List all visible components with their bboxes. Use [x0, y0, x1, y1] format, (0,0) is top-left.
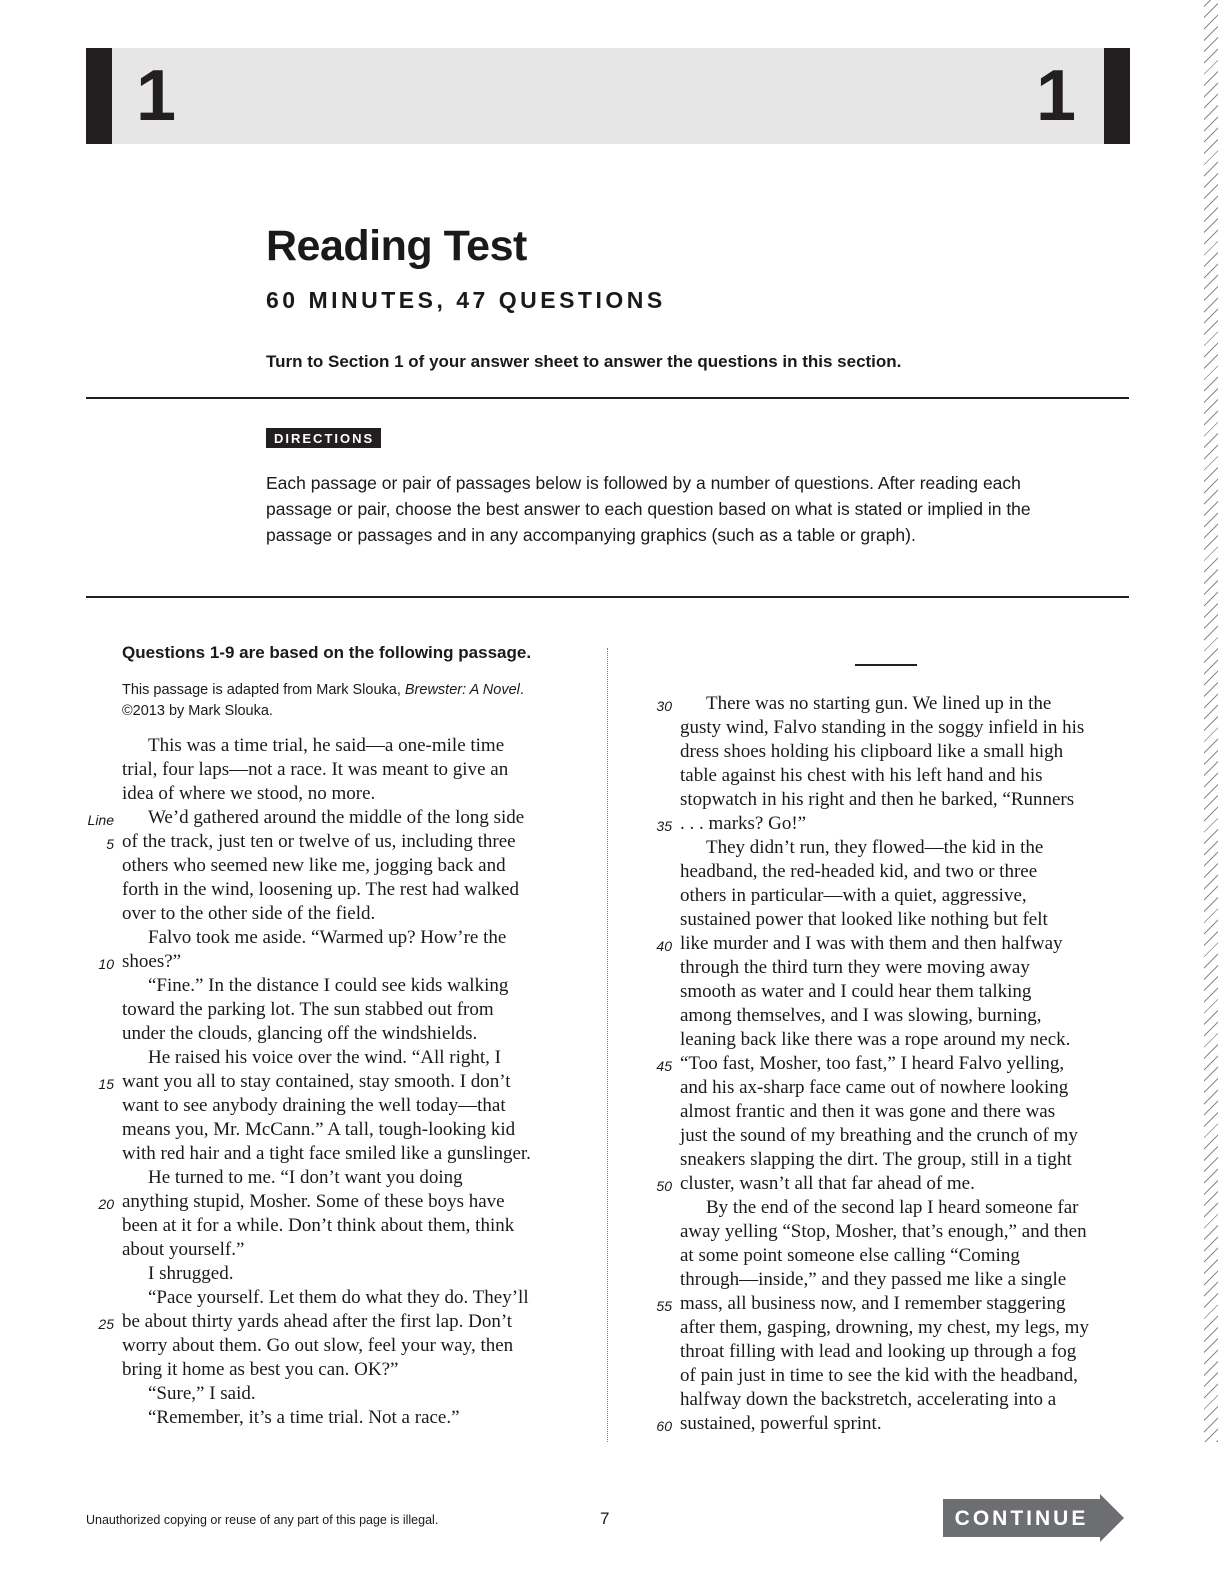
passage-line — [680, 716, 1140, 740]
passage-line — [680, 1220, 1140, 1244]
passage-line-text: others who seemed new like me, jogging back and — [122, 855, 506, 876]
passage-line-text: bring it home as best you can. OK?” — [122, 1359, 399, 1380]
passage-right-column — [656, 692, 1140, 1436]
passage-line-text: forth in the wind, loosening up. The rest had walked — [122, 879, 519, 900]
passage-line-text: stopwatch in his right and then he barked, “Runners — [680, 789, 1075, 810]
section-header-band — [86, 48, 1130, 144]
passage-line — [122, 1406, 592, 1430]
passage-line-text: just the sound of my breathing and the crunch of my — [680, 1125, 1078, 1146]
passage-line-text: anything stupid, Mosher. Some of these boys have — [122, 1191, 505, 1212]
passage-line — [122, 1094, 592, 1118]
passage-line — [656, 812, 1140, 836]
passage-line — [656, 1292, 1140, 1316]
line-number: 40 — [656, 938, 672, 954]
line-number: 5 — [106, 836, 114, 852]
passage-line-text: We’d gathered around the middle of the long side — [148, 807, 525, 828]
passage-line — [656, 1052, 1140, 1076]
passage-line — [680, 1100, 1140, 1124]
passage-line-text: “Too fast, Mosher, too fast,” I heard Falvo yelling, — [680, 1053, 1065, 1074]
passage-line-text: smooth as water and I could hear them talking — [680, 981, 1032, 1002]
passage-line — [122, 782, 592, 806]
copyright-notice: Unauthorized copying or reuse of any part of this page is illegal. — [86, 1513, 439, 1527]
passage-line — [122, 1166, 592, 1190]
passage-line — [122, 878, 592, 902]
passage-line-text: sustained power that looked like nothing but felt — [680, 909, 1048, 930]
passage-line — [656, 692, 1140, 716]
section-number-right: 1 — [1036, 56, 1077, 136]
passage-line-text: with red hair and a tight face smiled like a gunslinger. — [122, 1143, 531, 1164]
passage-line-text: leaning back like there was a rope around my neck. — [680, 1029, 1071, 1050]
passage-line — [98, 1070, 592, 1094]
top-rule — [86, 397, 1129, 399]
line-number: Line — [87, 812, 114, 828]
passage-line-text: toward the parking lot. The sun stabbed out from — [122, 999, 494, 1020]
passage-line — [122, 926, 592, 950]
passage-line-text: cluster, wasn’t all that far ahead of me. — [680, 1173, 975, 1194]
passage-line — [122, 1262, 592, 1286]
passage-left-column — [87, 734, 592, 1430]
passage-line-text: By the end of the second lap I heard someone far — [706, 1197, 1079, 1218]
line-number: 35 — [656, 818, 672, 834]
passage-line — [656, 1172, 1140, 1196]
passage-line — [122, 1358, 592, 1382]
answer-sheet-instruction: Turn to Section 1 of your answer sheet to answer the questions in this section. — [266, 352, 902, 371]
passage-line-text: almost frantic and then it was gone and there was — [680, 1101, 1056, 1122]
passage-line — [122, 1046, 592, 1070]
passage-line-text: away yelling “Stop, Mosher, that’s enough,” and then — [680, 1221, 1087, 1242]
passage-line-text: under the clouds, glancing off the windshields. — [122, 1023, 478, 1044]
passage-line — [680, 1340, 1140, 1364]
passage-line-text: about yourself.” — [122, 1239, 245, 1260]
passage-line-text: idea of where we stood, no more. — [122, 783, 376, 804]
passage-line-text: be about thirty yards ahead after the first lap. Don’t — [122, 1311, 513, 1332]
line-number: 45 — [656, 1058, 672, 1074]
passage-line-text: “Remember, it’s a time trial. Not a race.” — [148, 1407, 460, 1428]
passage-line-text: “Sure,” I said. — [148, 1383, 256, 1404]
line-number: 10 — [98, 956, 114, 972]
passage-line-text: “Fine.” In the distance I could see kids walking — [148, 975, 509, 996]
bottom-rule — [86, 596, 1129, 598]
passage-line-text: through the third turn they were moving away — [680, 957, 1030, 978]
passage-line — [122, 1142, 592, 1166]
section-number-left: 1 — [136, 56, 177, 136]
passage-line-text: “Pace yourself. Let them do what they do. They’ll — [148, 1287, 529, 1308]
passage-line — [656, 932, 1140, 956]
passage-line-text: been at it for a while. Don’t think about them, think — [122, 1215, 515, 1236]
passage-line-text: They didn’t run, they flowed—the kid in the — [706, 837, 1044, 858]
passage-line — [122, 854, 592, 878]
continue-arrow-icon — [1100, 1494, 1124, 1542]
passage-line-text: I shrugged. — [148, 1263, 234, 1284]
questions-header: Questions 1-9 are based on the following passage. — [122, 643, 532, 662]
passage-line-text: means you, Mr. McCann.” A tall, tough-looking kid — [122, 1119, 516, 1140]
column-divider — [607, 648, 608, 1442]
source-copyright: ©2013 by Mark Slouka. — [122, 703, 273, 719]
passage-line — [680, 956, 1140, 980]
passage-line — [680, 860, 1140, 884]
passage-line-text: gusty wind, Falvo standing in the soggy infield in his — [680, 717, 1085, 738]
passage-line — [680, 884, 1140, 908]
passage-line — [680, 908, 1140, 932]
passage-line-text: halfway down the backstretch, accelerating into a — [680, 1389, 1057, 1410]
passage-line-text: trial, four laps—not a race. It was meant to give an — [122, 759, 509, 780]
passage-line — [680, 980, 1140, 1004]
passage-line — [680, 836, 1140, 860]
page-subtitle: 60 MINUTES, 47 QUESTIONS — [266, 287, 666, 313]
passage-line — [680, 1028, 1140, 1052]
source-work-title: Brewster: A Novel — [404, 682, 520, 698]
passage-line — [680, 1316, 1140, 1340]
passage-line — [122, 998, 592, 1022]
passage-line-text: He raised his voice over the wind. “All right, I — [148, 1047, 501, 1068]
passage-line — [87, 806, 592, 830]
passage-line — [680, 1388, 1140, 1412]
passage-line — [98, 950, 592, 974]
passage-line-text: through—inside,” and they passed me like a single — [680, 1269, 1067, 1290]
passage-line-text: He turned to me. “I don’t want you doing — [148, 1167, 463, 1188]
passage-line-text: dress shoes holding his clipboard like a small high — [680, 741, 1064, 762]
passage-line — [680, 1076, 1140, 1100]
passage-line — [122, 1214, 592, 1238]
passage-line — [680, 788, 1140, 812]
passage-line — [680, 1196, 1140, 1220]
passage-line-text: headband, the red-headed kid, and two or three — [680, 861, 1038, 882]
passage-line-text: others in particular—with a quiet, aggressive, — [680, 885, 1027, 906]
line-number: 30 — [656, 698, 672, 714]
passage-line-text: over to the other side of the field. — [122, 903, 376, 924]
passage-line — [122, 974, 592, 998]
directions-text: Each passage or pair of passages below is followed by a number of questions. After reading each passage or pair, choose the best answer to each question based on what is stated or implied in the passage or passages and in any accompanying graphics (such as a table or graph). — [266, 473, 1031, 545]
passage-line — [98, 1310, 592, 1334]
passage-line — [680, 1148, 1140, 1172]
line-number: 15 — [98, 1076, 114, 1092]
source-suffix: . — [519, 682, 524, 698]
passage-line-text: mass, all business now, and I remember staggering — [680, 1293, 1066, 1314]
passage-line-text: like murder and I was with them and then halfway — [680, 933, 1063, 954]
passage-line-text: of pain just in time to see the kid with the headband, — [680, 1365, 1078, 1386]
passage-line-text: at some point someone else calling “Coming — [680, 1245, 1020, 1266]
continue-label: CONTINUE — [943, 1499, 1100, 1537]
passage-line — [122, 758, 592, 782]
line-number: 60 — [656, 1418, 672, 1434]
passage-line — [680, 1268, 1140, 1292]
passage-line — [122, 1382, 592, 1406]
passage-line-text: . . . marks? Go!” — [680, 813, 807, 834]
passage-line — [122, 1022, 592, 1046]
passage-line — [680, 764, 1140, 788]
passage-line — [122, 1118, 592, 1142]
passage-line — [680, 1004, 1140, 1028]
passage-line-text: This was a time trial, he said—a one-mile time — [148, 735, 505, 756]
passage-line — [680, 1364, 1140, 1388]
section-header-right-bar — [1104, 48, 1130, 144]
passage-line-text: throat filling with lead and looking up through a fog — [680, 1341, 1077, 1362]
passage-line-text: Falvo took me aside. “Warmed up? How’re the — [148, 927, 507, 948]
passage-source — [122, 680, 592, 722]
line-number: 50 — [656, 1178, 672, 1194]
passage-line — [122, 902, 592, 926]
passage-line-text: and his ax-sharp face came out of nowhere looking — [680, 1077, 1069, 1098]
directions-badge: DIRECTIONS — [266, 428, 381, 448]
passage-line-text: worry about them. Go out slow, feel your way, then — [122, 1335, 514, 1356]
passage-line-text: There was no starting gun. We lined up in the — [706, 693, 1052, 714]
line-number: 20 — [98, 1196, 114, 1212]
passage-line — [656, 1412, 1140, 1436]
passage-line-text: among themselves, and I was slowing, burning, — [680, 1005, 1042, 1026]
margin-hatch — [1204, 0, 1218, 1442]
line-number: 25 — [98, 1316, 114, 1332]
source-prefix: This passage is adapted from Mark Slouka, — [122, 682, 405, 698]
passage-line-text: after them, gasping, drowning, my chest, my legs, my — [680, 1317, 1089, 1338]
passage-line-text: shoes?” — [122, 951, 182, 972]
page-number: 7 — [600, 1509, 610, 1528]
passage-line — [106, 830, 592, 854]
passage-separator — [855, 664, 917, 666]
passage-line — [122, 1238, 592, 1262]
passage-line — [98, 1190, 592, 1214]
line-number: 55 — [656, 1298, 672, 1314]
passage-line — [122, 734, 592, 758]
passage-line-text: want you all to stay contained, stay smooth. I don’t — [122, 1071, 511, 1092]
passage-line-text: want to see anybody draining the well today—that — [122, 1095, 506, 1116]
passage-line — [680, 1124, 1140, 1148]
page-title: Reading Test — [266, 222, 527, 270]
passage-line — [122, 1286, 592, 1310]
passage-line-text: table against his chest with his left hand and his — [680, 765, 1043, 786]
passage-line-text: sneakers slapping the dirt. The group, still in a tight — [680, 1149, 1072, 1170]
passage-line-text: of the track, just ten or twelve of us, including three — [122, 831, 516, 852]
section-header-left-bar — [86, 48, 112, 144]
passage-line — [122, 1334, 592, 1358]
passage-line-text: sustained, powerful sprint. — [680, 1413, 882, 1434]
passage-line — [680, 1244, 1140, 1268]
passage-line — [680, 740, 1140, 764]
